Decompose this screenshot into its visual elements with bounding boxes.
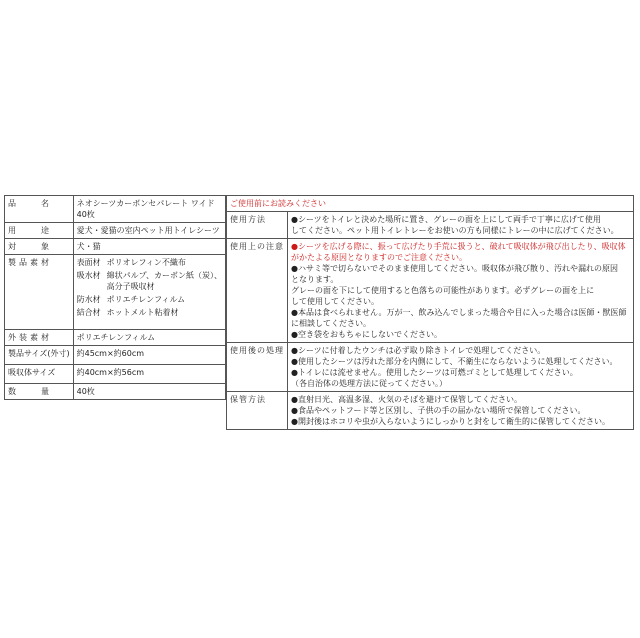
usage-line: ●本品は食べられません。万が一、飲み込んでしまった場合や目に入った場合は医師・獣医師: [291, 308, 627, 317]
usage-row-cautions: [227, 239, 634, 343]
material-key: 吸水材: [76, 271, 101, 280]
usage-line: に相談してください。: [291, 319, 371, 328]
usage-line: ●食品やペットフード等と区別し、子供の手の届かない場所で保管してください。: [291, 406, 586, 415]
usage-label: 使用後の処理: [227, 343, 288, 392]
spec-label: 用 途: [5, 223, 74, 239]
material-value: ホットメルト粘着材: [106, 308, 179, 317]
usage-line: となります。: [291, 275, 339, 284]
spec-value: 約45cm×約60cm: [73, 346, 225, 365]
usage-text: [288, 343, 634, 392]
spec-row-packaging: [5, 330, 226, 346]
spec-value: 犬・猫: [73, 239, 225, 255]
spec-value: ネオシーツカーボンセパレート ワイド40枚: [73, 196, 225, 223]
usage-label: 保管方法: [227, 392, 288, 430]
spec-label: 吸収体サイズ: [5, 365, 74, 384]
material-item: [77, 307, 222, 318]
spec-materials: [73, 255, 225, 330]
usage-header: ご使用前にお読みください: [227, 196, 634, 212]
spec-row-absorber: [5, 365, 226, 384]
usage-line: してください。ペット用トイレトレーをお使いの方も同様にトレーの中に広げてください。: [291, 226, 619, 235]
usage-line: ●トイレには流せません。使用したシーツは可燃ゴミとして処理してください。: [291, 368, 578, 377]
usage-line: グレーの面を下にして使用すると色落ちの可能性があります。必ずグレーの面を上に: [291, 286, 595, 295]
product-info-sheet: [4, 195, 636, 435]
usage-line: （各自治体の処理方法に従ってください。）: [291, 379, 447, 388]
usage-line-warning: がかたよる原因となりますのでご注意ください。: [291, 253, 467, 262]
material-key: 防水材: [76, 295, 101, 304]
usage-header-row: [227, 196, 634, 212]
spec-value: 40枚: [73, 384, 225, 400]
spec-label: 品 名: [5, 196, 74, 223]
usage-row-storage: [227, 392, 634, 430]
usage-label: 使用上の注意: [227, 239, 288, 343]
usage-line: ●直射日光、高温多湿、火気のそばを避けて保管してください。: [291, 395, 522, 404]
spec-label: 製品サイズ(外寸): [5, 346, 74, 365]
material-value: ポリエチレンフィルム: [106, 295, 186, 304]
usage-text: [288, 212, 634, 239]
material-value: 綿状パルプ、カーボン紙（炭）、高分子吸収材: [106, 271, 222, 291]
usage-line: ●シーツをトイレと決めた場所に置き、グレーの面を上にして両手で丁寧に広げて使用: [291, 215, 601, 224]
material-item: [77, 294, 222, 305]
usage-row-method: [227, 212, 634, 239]
spec-row-materials: [5, 255, 226, 330]
spec-row-use: [5, 223, 226, 239]
spec-label: 数 量: [5, 384, 74, 400]
usage-line: ●使用したシーツは汚れた部分を内側にして、不衛生にならないように処理してください。: [291, 357, 618, 366]
material-item: [77, 270, 222, 292]
material-item: [77, 257, 222, 268]
spec-label: 外装素材: [5, 330, 74, 346]
usage-row-disposal: [227, 343, 634, 392]
material-key: 表面材: [76, 258, 101, 267]
usage-line: ●空き袋をおもちゃにしないでください。: [291, 330, 442, 339]
material-value: ポリオレフィン不織布: [106, 258, 186, 267]
spec-table: [4, 195, 226, 400]
spec-label: 製品素材: [5, 255, 74, 330]
usage-line: ●開封後はホコリや虫が入らないようにしっかりと封をして衛生的に保管してください。: [291, 417, 610, 426]
spec-row-quantity: [5, 384, 226, 400]
spec-value: 約40cm×約56cm: [73, 365, 225, 384]
usage-line-warning: ●シーツを広げる際に、振って広げたり手荒に扱うと、破れて吸収体が飛び出したり、吸収体: [291, 242, 626, 251]
spec-row-name: [5, 196, 226, 223]
usage-text: [288, 392, 634, 430]
usage-line: ●ハサミ等で切らないでそのまま使用してください。吸収体が飛び散り、汚れや漏れの原因: [291, 264, 618, 273]
material-key: 結合材: [76, 308, 101, 317]
spec-row-target: [5, 239, 226, 255]
usage-table: [226, 195, 634, 430]
spec-value: ポリエチレンフィルム: [73, 330, 225, 346]
spec-value: 愛犬・愛猫の室内ペット用トイレシーツ: [73, 223, 225, 239]
usage-line: して使用してください。: [291, 297, 379, 306]
usage-label: 使用方法: [227, 212, 288, 239]
spec-row-size: [5, 346, 226, 365]
usage-text: [288, 239, 634, 343]
usage-line: ●シーツに付着したウンチは必ず取り除きトイレで処理してください。: [291, 346, 546, 355]
spec-label: 対 象: [5, 239, 74, 255]
